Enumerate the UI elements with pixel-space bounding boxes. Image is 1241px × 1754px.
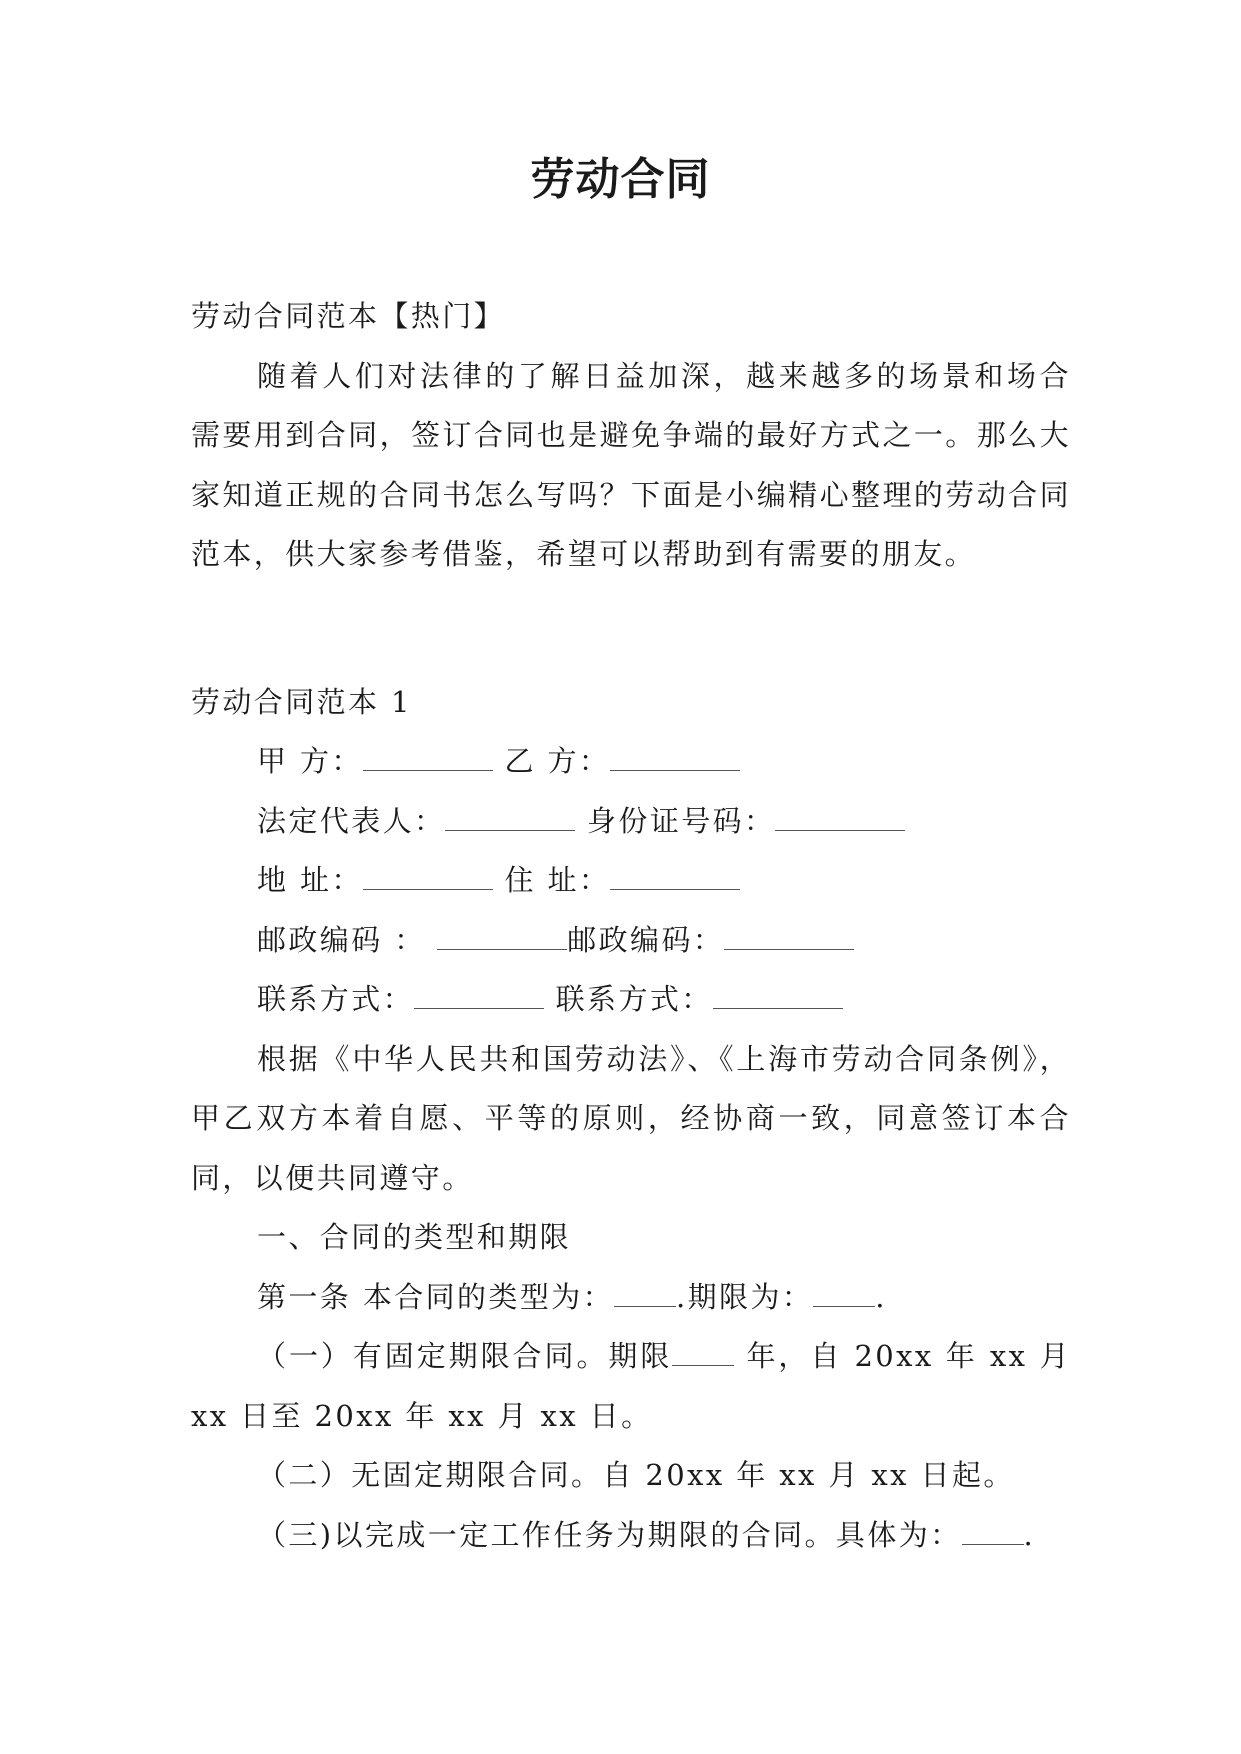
postcode-b-label: 邮政编码： — [567, 922, 725, 957]
intro-paragraph: 随着人们对法律的了解日益加深，越来越多的场景和场合需要用到合同，签订合同也是避免争端的最好方式之一。那么大家知道正规的合同书怎么写吗？下面是小编精心整理的劳动合同范本，供大家参考借鉴，希望可以帮助到有需要的朋友。 — [191, 358, 1071, 571]
postcode-row — [191, 911, 1071, 971]
article-1-end: . — [875, 1279, 887, 1314]
contact-b-label: 联系方式： — [555, 982, 713, 1016]
item-2: （二）无固定期限合同。自 20xx 年 xx 月 xx 日起。 — [257, 1458, 1015, 1492]
party-a-blank — [363, 746, 493, 771]
party-b-label: 乙 方： — [504, 744, 611, 778]
task-blank — [962, 1520, 1024, 1545]
fixed-term-blank — [672, 1341, 734, 1366]
postcode-b-blank — [724, 925, 854, 950]
contact-a-label: 联系方式： — [257, 982, 415, 1016]
postcode-a-label: 邮政编码 ： — [257, 922, 426, 957]
item-3 — [191, 1506, 1071, 1566]
party-row — [191, 732, 1071, 792]
legal-rep-blank — [445, 806, 575, 831]
address-label: 地 址： — [257, 863, 363, 897]
party-a-label: 甲 方： — [257, 744, 363, 778]
term-blank — [813, 1282, 875, 1307]
item-3-end: . — [1023, 1517, 1036, 1552]
id-number-blank — [775, 806, 905, 831]
basis-paragraph: 根据《中华人民共和国劳动法》、《上海市劳动合同条例》，甲乙双方本着自愿、平等的原则，经协商一致，同意签订本合同，以便共同遵守。 — [191, 1041, 1071, 1195]
item-3-prefix: （三)以完成一定工作任务为期限的合同。具体为： — [257, 1517, 962, 1552]
id-number-label: 身份证号码： — [587, 803, 776, 838]
postcode-a-blank — [437, 925, 567, 950]
item-1 — [191, 1327, 1071, 1446]
party-b-blank — [610, 746, 740, 771]
address-blank — [363, 865, 493, 890]
legal-rep-label: 法定代表人： — [257, 803, 446, 838]
residence-blank — [610, 865, 740, 890]
contact-row — [191, 970, 1071, 1030]
item-1-suffix: 年，自 20xx 年 xx 月 xx 日至 20xx 年 xx 月 xx 日。 — [191, 1339, 1071, 1433]
chapter-heading: 一、合同的类型和期限 — [257, 1220, 572, 1254]
section-heading: 劳动合同范本【热门】 — [191, 299, 506, 333]
representative-row — [191, 792, 1071, 852]
contact-a-blank — [414, 984, 544, 1009]
residence-label: 住 址： — [504, 863, 611, 897]
spacer — [191, 585, 1071, 673]
article-1-prefix: 第一条 本合同的类型为： — [257, 1279, 615, 1314]
article-1-mid: .期限为： — [676, 1279, 814, 1314]
contract-type-blank — [614, 1282, 676, 1307]
article-1 — [191, 1268, 1071, 1328]
contact-b-blank — [713, 984, 843, 1009]
document-body — [191, 287, 1071, 1565]
document-title: 劳动合同 — [530, 154, 711, 205]
item-1-prefix: （一）有固定期限合同。期限 — [257, 1339, 673, 1373]
contract-heading: 劳动合同范本 1 — [191, 684, 412, 719]
address-row — [191, 851, 1071, 911]
